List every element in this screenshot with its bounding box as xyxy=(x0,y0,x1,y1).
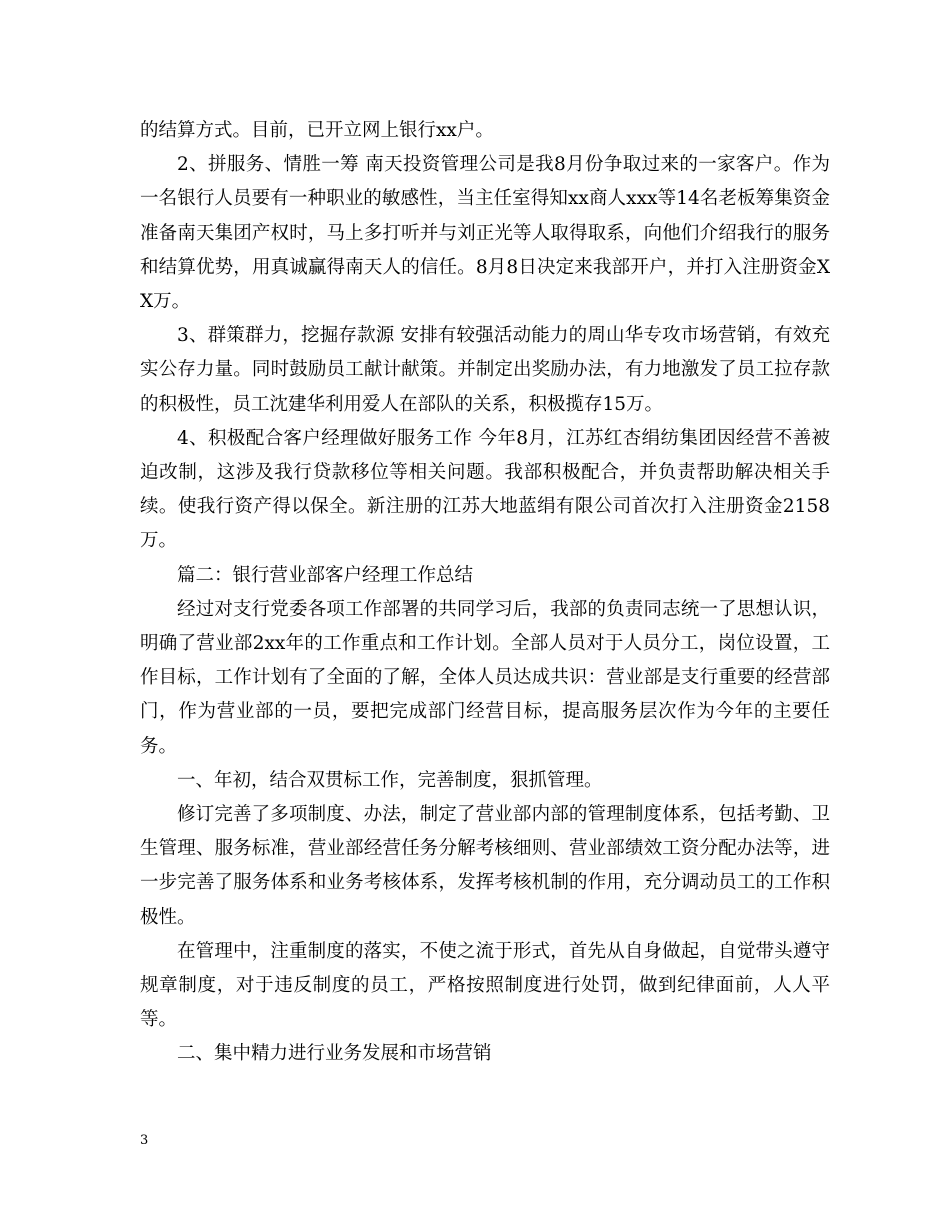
paragraph: 在管理中，注重制度的落实，不使之流于形式，首先从自身做起，自觉带头遵守规章制度，对于违反制度的员工，严格按照制度进行处罚，做到纪律面前，人人平等。 xyxy=(140,940,830,1031)
section-heading: 一、年初，结合双贯标工作，完善制度，狠抓管理。 xyxy=(177,769,603,791)
page-number: 3 xyxy=(140,1133,149,1148)
paragraph: 4、积极配合客户经理做好服务工作 今年8月，江苏红杏绢纺集团因经营不善被迫改制，这涉及我行贷款移位等相关问题。我部积极配合，并负责帮助解决相关手续。使我行资产得以保全。新注册的江苏大地蓝绢有限公司首次打入注册资金2158万。 xyxy=(140,427,830,552)
section-heading: 篇二：银行营业部客户经理工作总结 xyxy=(177,564,474,586)
paragraph: 3、群策群力，挖掘存款源 安排有较强活动能力的周山华专攻市场营销，有效充实公存力量。同时鼓励员工献计献策。并制定出奖励办法，有力地激发了员工拉存款的积极性，员工沈建华利用爱人在部队的关系，积极揽存15万。 xyxy=(140,325,830,415)
section-heading: 二、集中精力进行业务发展和市场营销 xyxy=(177,1043,492,1065)
paragraph: 的结算方式。目前，已开立网上银行xx户。 xyxy=(140,120,494,141)
body-text xyxy=(140,114,830,1072)
paragraph: 修订完善了多项制度、办法，制定了营业部内部的管理制度体系，包括考勤、卫生管理、服务标准，营业部经营任务分解考核细则、营业部绩效工资分配办法等，进一步完善了服务体系和业务考核体系，发挥考核机制的作用，充分调动员工的工作积极性。 xyxy=(140,804,830,928)
paragraph: 经过对支行党委各项工作部署的共同学习后，我部的负责同志统一了思想认识，明确了营业部2xx年的工作重点和工作计划。全部人员对于人员分工，岗位设置，工作目标，工作计划有了全面的了解，全体人员达成共识：营业部是支行重要的经营部门，作为营业部的一员，要把完成部门经营目标，提高服务层次作为今年的主要任务。 xyxy=(140,598,830,757)
paragraph: 2、拼服务、情胜一筹 南天投资管理公司是我8月份争取过来的一家客户。作为一名银行人员要有一种职业的敏感性，当主任室得知xx商人xxx等14名老板筹集资金准备南天集团产权时，马上多打听并与刘正光等人取得取系，向他们介绍我行的服务和结算优势，用真诚赢得南天人的信任。8月8日决定来我部开户，并打入注册资金XX万。 xyxy=(140,154,830,313)
